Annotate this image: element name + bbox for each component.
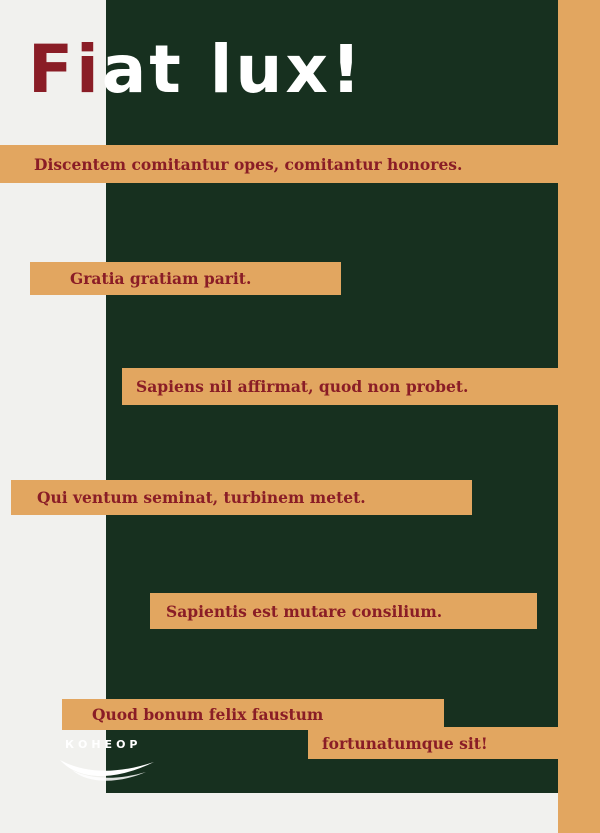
motto-text: Sapiens nil affirmat, quod non probet. — [136, 377, 469, 396]
motto-text: Qui ventum seminat, turbinem metet. — [37, 488, 366, 507]
orange-side-strip — [558, 0, 600, 833]
title-highlight: Fi — [28, 31, 102, 108]
motto-text: Sapientis est mutare consilium. — [166, 601, 443, 621]
motto-band-2 — [30, 262, 341, 295]
motto-band-6a — [62, 699, 444, 730]
motto-band-1 — [0, 145, 600, 183]
title-rest: at lux! — [101, 31, 365, 108]
motto-band-4 — [11, 480, 472, 515]
motto-band-3 — [122, 368, 558, 405]
motto-band-6b — [308, 727, 558, 759]
swoosh-icon — [58, 752, 158, 786]
motto-text: Gratia gratiam parit. — [70, 269, 252, 288]
cover-title — [28, 30, 364, 110]
publisher-name: КОНЕОР — [65, 738, 142, 751]
motto-text: Discentem comitantur opes, comitantur honores. — [34, 154, 463, 174]
motto-text: Quod bonum felix faustum — [92, 705, 324, 724]
motto-text: fortunatumque sit! — [322, 733, 488, 753]
motto-band-5 — [150, 593, 537, 629]
publisher-logo — [58, 738, 168, 788]
